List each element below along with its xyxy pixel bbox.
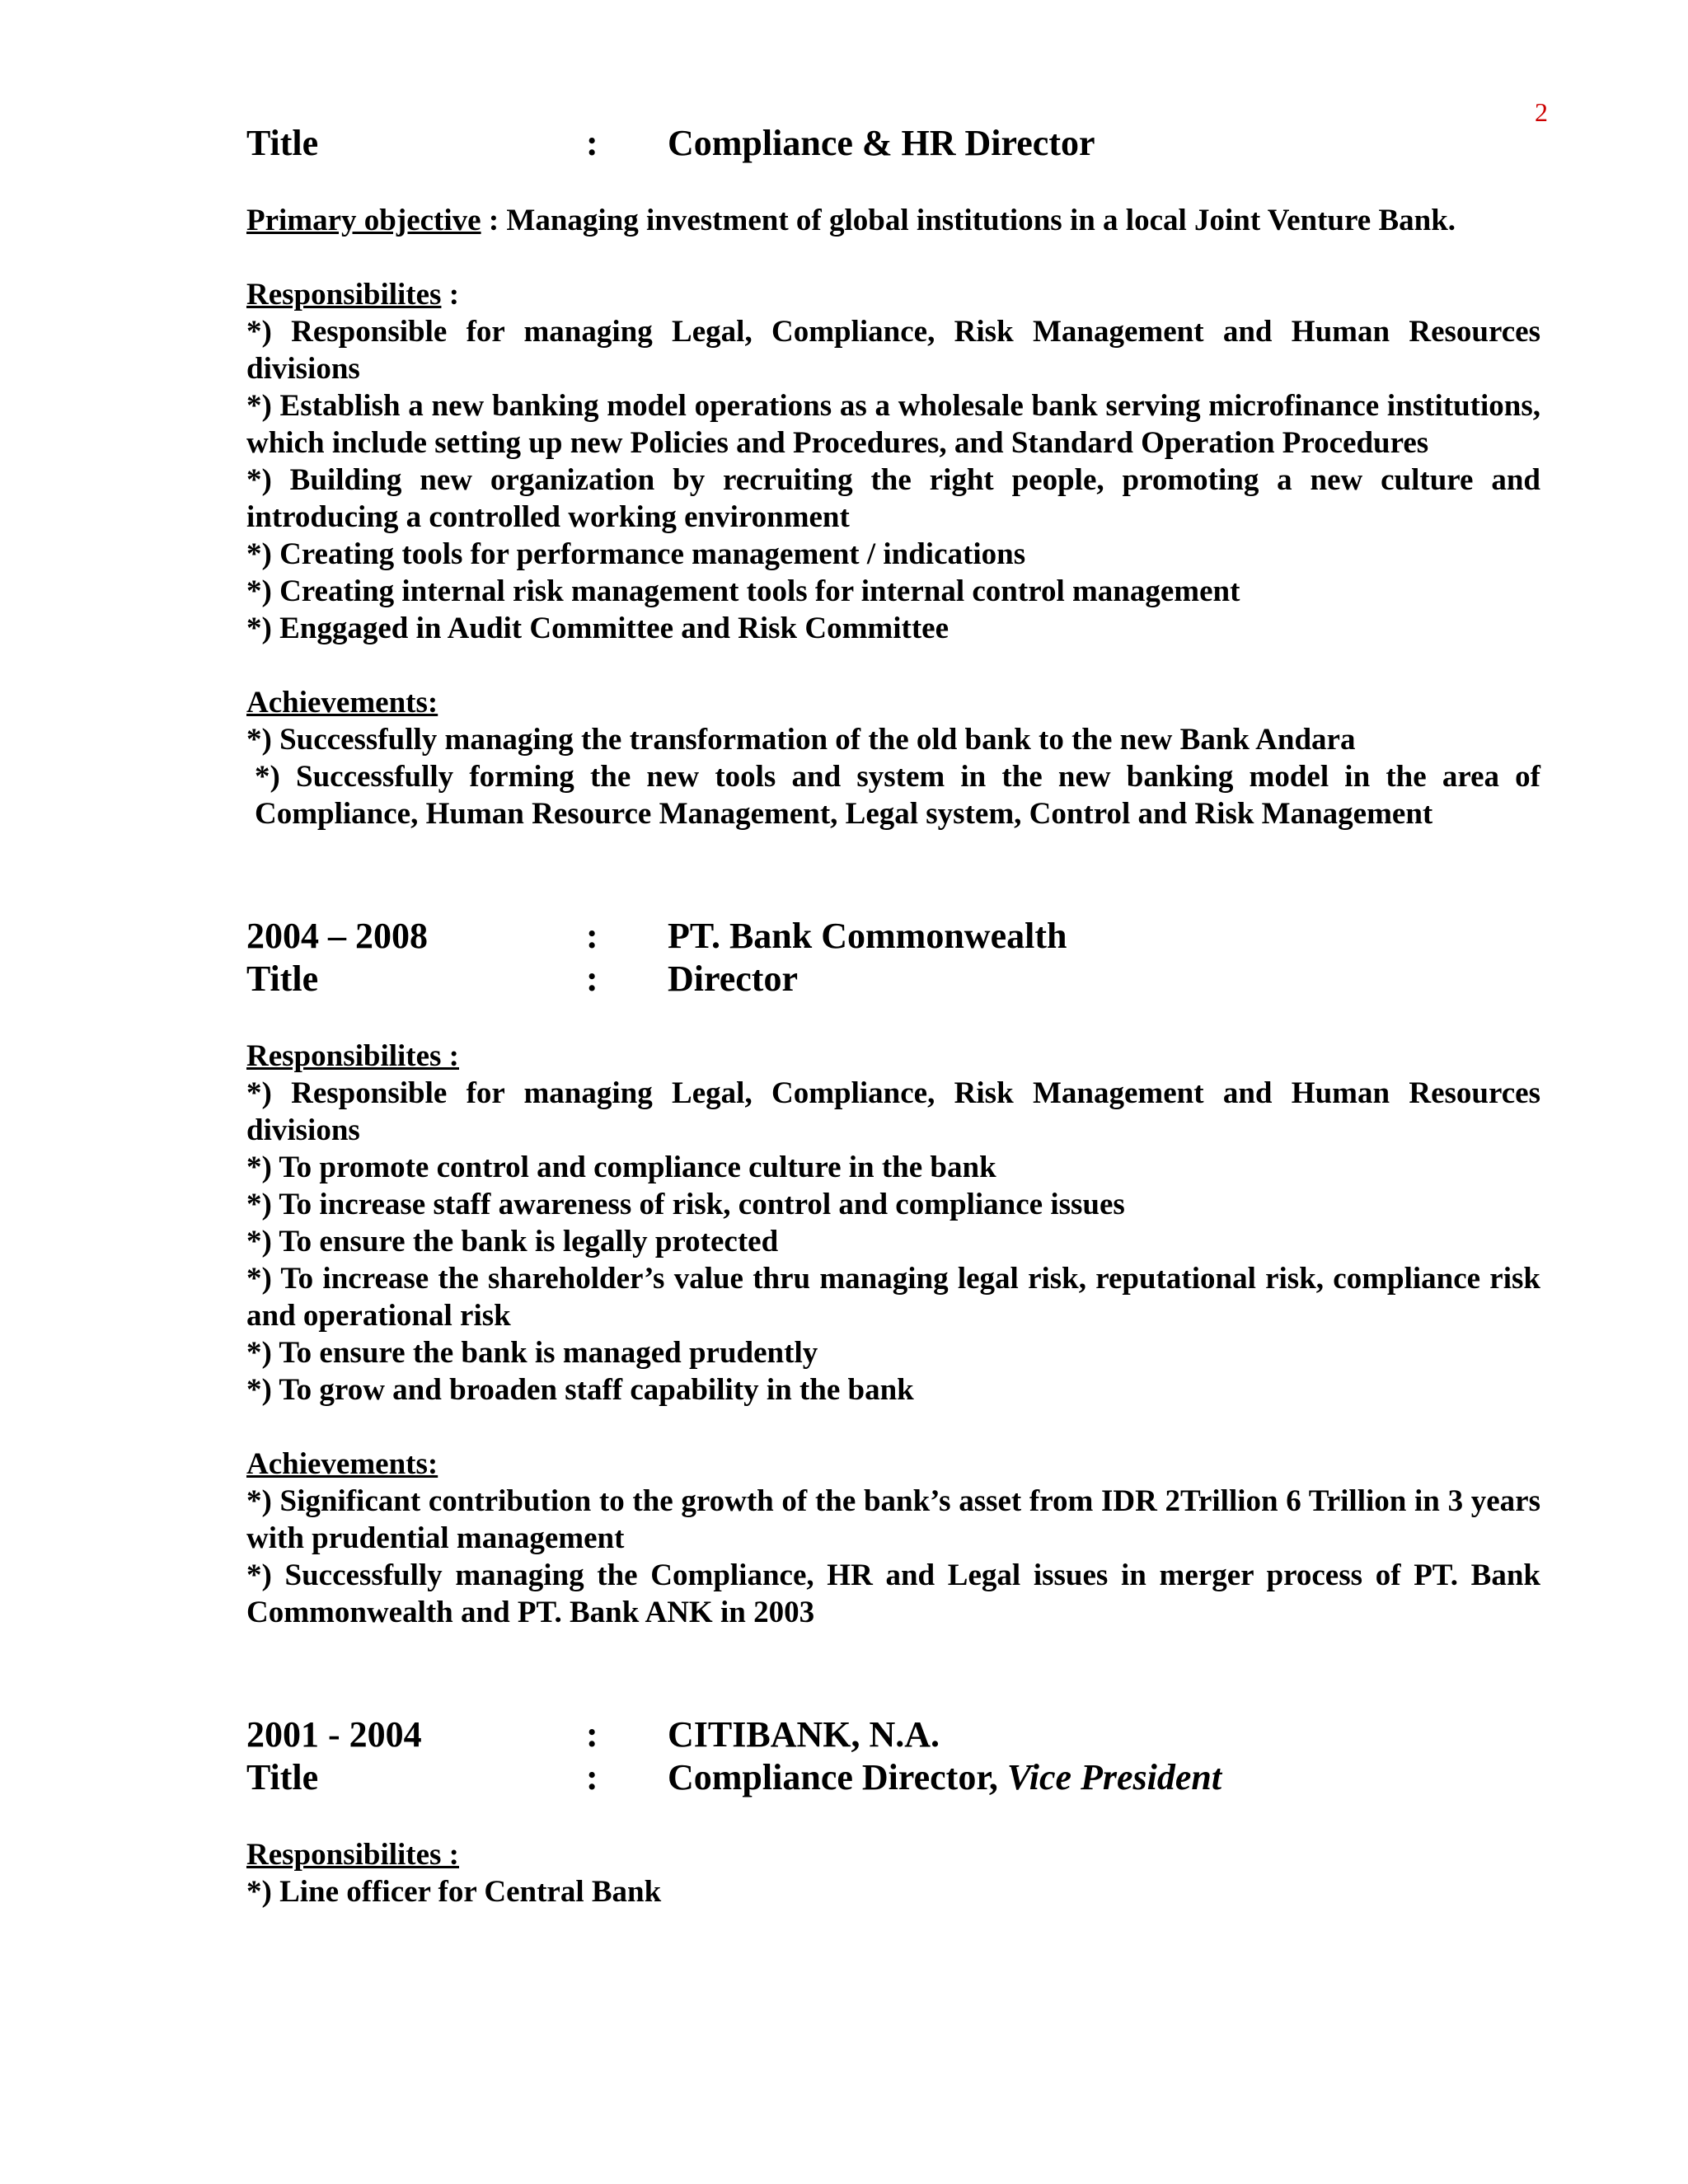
list-item: *) Creating internal risk management tools for internal control management — [246, 574, 1240, 608]
colon: : — [586, 1714, 598, 1755]
responsibilities-heading: Responsibilites : — [246, 1039, 460, 1073]
list-item: *) Responsible for managing Legal, Compliance, Risk Management and Human Resources divisions — [246, 1076, 1540, 1147]
company-name: CITIBANK, N.A. — [668, 1714, 940, 1755]
responsibilities-list — [246, 1873, 1540, 1910]
list-item: *) To increase staff awareness of risk, control and compliance issues — [246, 1188, 1125, 1221]
list-item: *) Creating tools for performance management / indications — [246, 537, 1026, 571]
primary-objective — [246, 202, 1540, 239]
list-item: *) Significant contribution to the growth of the bank’s asset from IDR 2Trillion 6 Trillion in 3 years with prudential management — [246, 1484, 1540, 1555]
period-label: 2004 – 2008 — [246, 916, 428, 956]
title-row — [246, 958, 1540, 1001]
list-item: *) Establish a new banking model operations as a wholesale bank serving microfinance institutions, which include setting up new Policies and Procedures, and Standard Operation Procedures — [246, 389, 1540, 460]
page-number: 2 — [1535, 97, 1548, 127]
colon: : — [586, 958, 598, 999]
list-item: *) To ensure the bank is managed prudently — [246, 1336, 818, 1370]
list-item: *) Responsible for managing Legal, Compliance, Risk Management and Human Resources divisions — [246, 315, 1540, 386]
title-value: Director — [668, 958, 798, 999]
list-item: *) To increase the shareholder’s value thru managing legal risk, reputational risk, compliance risk and operational risk — [246, 1262, 1540, 1333]
list-item: *) To promote control and compliance culture in the bank — [246, 1151, 996, 1184]
responsibilities-list — [246, 1075, 1540, 1408]
achievements-heading: Achievements: — [246, 1447, 438, 1481]
title-value-italic: Vice President — [1006, 1757, 1222, 1797]
achievements-list — [246, 1483, 1540, 1631]
title-label: Title — [246, 958, 319, 999]
title-value: Compliance & HR Director — [668, 123, 1095, 163]
achievements-heading: Achievements: — [246, 686, 438, 719]
responsibilities-heading: Responsibilites : — [246, 278, 460, 312]
title-row — [246, 1756, 1540, 1799]
primary-objective-text: : Managing investment of global institutions in a local Joint Venture Bank. — [481, 204, 1456, 237]
period-row — [246, 915, 1540, 958]
company-name: PT. Bank Commonwealth — [668, 916, 1067, 956]
document-content — [246, 122, 1540, 1910]
list-item: *) To ensure the bank is legally protected — [246, 1225, 779, 1258]
title-value: Compliance Director, Vice President — [668, 1757, 1222, 1797]
period-row — [246, 1713, 1540, 1756]
list-item: *) Line officer for Central Bank — [246, 1875, 662, 1909]
title-label: Title — [246, 1757, 319, 1797]
responsibilities-list — [246, 313, 1540, 647]
responsibilities-heading: Responsibilites : — [246, 1838, 460, 1872]
list-item: *) Building new organization by recruiting the right people, promoting a new culture and introducing a controlled working environment — [246, 463, 1540, 534]
primary-objective-label: Primary objective — [246, 204, 481, 237]
list-item: *) Successfully managing the transformation of the old bank to the new Bank Andara — [246, 723, 1356, 757]
colon: : — [586, 916, 598, 956]
achievements-list — [246, 721, 1540, 832]
list-item: *) Successfully forming the new tools and system in the new banking model in the area of Compliance, Human Resource Management, Legal system, Control and Risk Management — [255, 760, 1540, 831]
list-item: *) Enggaged in Audit Committee and Risk Committee — [246, 612, 950, 645]
list-item: *) To grow and broaden staff capability in the bank — [246, 1373, 914, 1407]
list-item: *) Successfully managing the Compliance, HR and Legal issues in merger process of PT. Bank Commonwealth and PT. Bank ANK in 2003 — [246, 1558, 1540, 1629]
title-row — [246, 122, 1540, 165]
colon: : — [586, 123, 598, 163]
title-label: Title — [246, 123, 319, 163]
colon: : — [586, 1757, 598, 1797]
period-label: 2001 - 2004 — [246, 1714, 422, 1755]
